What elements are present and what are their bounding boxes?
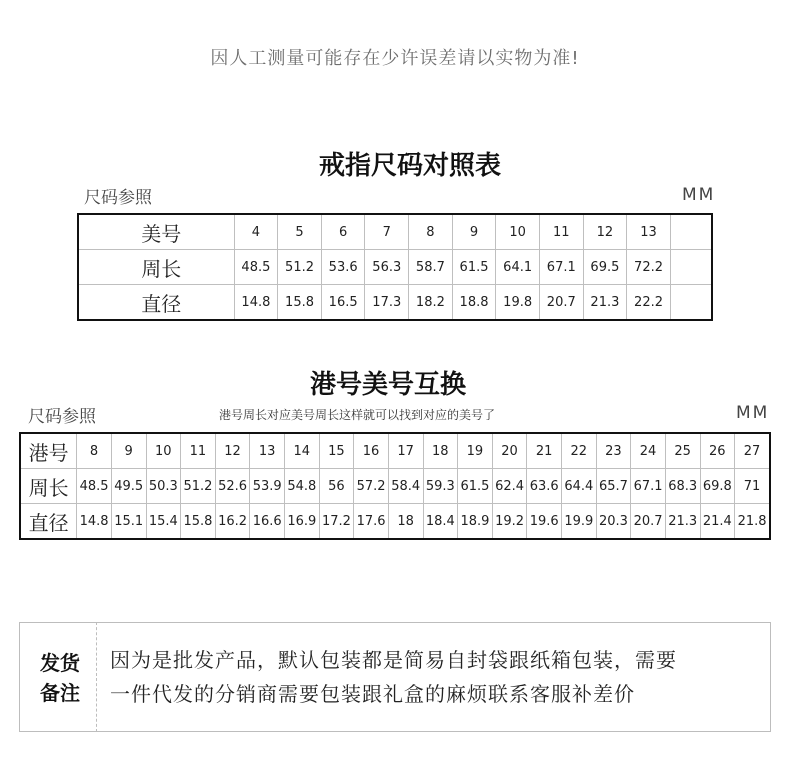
table-cell: 56.3 (365, 250, 409, 285)
table-cell: 48.5 (234, 250, 278, 285)
table-cell: 57.2 (354, 469, 389, 504)
table1-unit: MM (682, 185, 716, 205)
table-row (78, 214, 712, 250)
table-cell: 71 (735, 469, 770, 504)
table-cell: 16.6 (250, 504, 285, 540)
table-cell: 10 (146, 433, 181, 469)
table2-note: 港号周长对应美号周长这样就可以找到对应的美号了 (219, 408, 496, 422)
table-cell: 13 (627, 214, 671, 250)
table-cell: 54.8 (285, 469, 320, 504)
table-cell: 20.7 (631, 504, 666, 540)
table-cell: 27 (735, 433, 770, 469)
shipping-text-line2: 一件代发的分销商需要包装跟礼盒的麻烦联系客服补差价 (110, 682, 635, 706)
table-cell: 61.5 (452, 250, 496, 285)
table-cell: 13 (250, 433, 285, 469)
table2-title: 港号美号互换 (309, 370, 466, 400)
table-cell: 56 (319, 469, 354, 504)
table-cell: 6 (321, 214, 365, 250)
table-cell: 15.1 (111, 504, 146, 540)
table-cell: 18.2 (409, 285, 453, 321)
hk-us-conversion-table (19, 432, 771, 540)
table-row (78, 250, 712, 285)
table-cell: 64.4 (562, 469, 597, 504)
table-cell: 65.7 (596, 469, 631, 504)
table-row (20, 469, 770, 504)
table1-title: 戒指尺码对照表 (318, 151, 501, 181)
table-cell: 17 (388, 433, 423, 469)
table-cell: 16.2 (215, 504, 250, 540)
table-cell: 51.2 (181, 469, 216, 504)
row-header: 周长 (78, 250, 234, 285)
table-cell: 8 (77, 433, 112, 469)
table-cell: 16.5 (321, 285, 365, 321)
row-header: 美号 (78, 214, 234, 250)
table-cell: 19 (458, 433, 493, 469)
table-cell: 58.4 (388, 469, 423, 504)
shipping-text-line1: 因为是批发产品，默认包装都是简易自封袋跟纸箱包装，需要 (110, 648, 677, 672)
table2-unit: MM (736, 403, 770, 423)
table-cell: 21.3 (665, 504, 700, 540)
table-row (78, 285, 712, 321)
shipping-label-line2: 备注 (40, 681, 80, 705)
table2-left-label: 尺码参照 (28, 407, 96, 427)
table-cell: 67.1 (631, 469, 666, 504)
table-cell: 15.8 (181, 504, 216, 540)
table-cell: 14.8 (234, 285, 278, 321)
table-cell: 67.1 (539, 250, 583, 285)
table-cell: 8 (409, 214, 453, 250)
table-cell: 69.5 (583, 250, 627, 285)
table-cell: 23 (596, 433, 631, 469)
table-cell: 19.8 (496, 285, 540, 321)
table-cell: 17.6 (354, 504, 389, 540)
shipping-label-line1: 发货 (40, 651, 80, 675)
shipping-note-divider (96, 622, 97, 732)
table-cell: 50.3 (146, 469, 181, 504)
table-cell: 17.3 (365, 285, 409, 321)
table-cell: 10 (496, 214, 540, 250)
table-cell: 9 (452, 214, 496, 250)
table-cell: 21 (527, 433, 562, 469)
table-cell: 22.2 (627, 285, 671, 321)
table-cell: 17.2 (319, 504, 354, 540)
table-cell: 18 (423, 433, 458, 469)
table-cell: 11 (181, 433, 216, 469)
table-cell: 58.7 (409, 250, 453, 285)
table-cell (670, 250, 712, 285)
table-row (20, 504, 770, 540)
table-cell: 18 (388, 504, 423, 540)
table-cell: 20.7 (539, 285, 583, 321)
table-cell: 19.9 (562, 504, 597, 540)
table-cell: 21.3 (583, 285, 627, 321)
row-header: 港号 (20, 433, 77, 469)
shipping-note-box (19, 622, 771, 732)
row-header: 直径 (78, 285, 234, 321)
table-cell: 64.1 (496, 250, 540, 285)
table-cell: 61.5 (458, 469, 493, 504)
table-cell: 7 (365, 214, 409, 250)
table-cell: 26 (700, 433, 735, 469)
table-cell: 15 (319, 433, 354, 469)
table-cell: 14 (285, 433, 320, 469)
table-cell: 18.4 (423, 504, 458, 540)
table-cell: 12 (215, 433, 250, 469)
table-cell: 21.8 (735, 504, 770, 540)
table-cell: 24 (631, 433, 666, 469)
table-cell: 52.6 (215, 469, 250, 504)
row-header: 周长 (20, 469, 77, 504)
table-cell: 49.5 (111, 469, 146, 504)
table-cell: 62.4 (492, 469, 527, 504)
ring-size-table (77, 213, 713, 321)
table-cell: 16.9 (285, 504, 320, 540)
table-cell: 9 (111, 433, 146, 469)
table-cell: 48.5 (77, 469, 112, 504)
table-cell: 63.6 (527, 469, 562, 504)
row-header: 直径 (20, 504, 77, 540)
table-cell: 14.8 (77, 504, 112, 540)
table-cell: 15.8 (278, 285, 322, 321)
table-cell: 72.2 (627, 250, 671, 285)
table-cell (670, 285, 712, 321)
table-cell: 15.4 (146, 504, 181, 540)
table-cell: 12 (583, 214, 627, 250)
table-cell: 22 (562, 433, 597, 469)
table-cell: 21.4 (700, 504, 735, 540)
table-cell: 18.8 (452, 285, 496, 321)
table-cell: 11 (539, 214, 583, 250)
table-cell: 4 (234, 214, 278, 250)
table-cell: 59.3 (423, 469, 458, 504)
table-cell: 19.6 (527, 504, 562, 540)
table-cell: 16 (354, 433, 389, 469)
table-cell: 25 (665, 433, 700, 469)
table-cell: 18.9 (458, 504, 493, 540)
table1-left-label: 尺码参照 (84, 188, 152, 208)
table-cell (670, 214, 712, 250)
table-cell: 51.2 (278, 250, 322, 285)
table-cell: 69.8 (700, 469, 735, 504)
table-cell: 53.9 (250, 469, 285, 504)
table-cell: 20 (492, 433, 527, 469)
disclaimer-text: 因人工测量可能存在少许误差请以实物为准! (210, 48, 580, 69)
table-cell: 19.2 (492, 504, 527, 540)
table-cell: 68.3 (665, 469, 700, 504)
table-row (20, 433, 770, 469)
table-cell: 53.6 (321, 250, 365, 285)
table-cell: 20.3 (596, 504, 631, 540)
table-cell: 5 (278, 214, 322, 250)
